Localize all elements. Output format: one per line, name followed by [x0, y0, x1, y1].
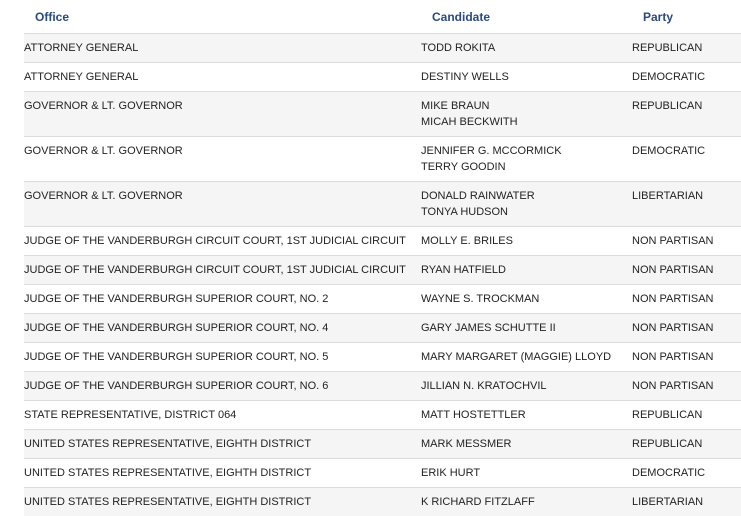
table-body [24, 34, 741, 516]
candidate-cell [421, 63, 632, 92]
party-text: NON PARTISAN [632, 235, 714, 247]
table-row [24, 227, 741, 256]
office-text: JUDGE OF THE VANDERBURGH SUPERIOR COURT, NO. 5 [24, 351, 328, 363]
candidates-table-container [24, 0, 708, 516]
office-cell [24, 314, 421, 343]
office-text: JUDGE OF THE VANDERBURGH CIRCUIT COURT, 1ST JUDICIAL CIRCUIT [24, 235, 406, 247]
office-cell [24, 372, 421, 401]
party-cell [632, 34, 741, 63]
candidate-cell [421, 488, 632, 516]
party-text: NON PARTISAN [632, 380, 714, 392]
party-cell [632, 137, 741, 182]
office-text: GOVERNOR & LT. GOVERNOR [24, 145, 183, 157]
candidate-name: K RICHARD FITZLAFF [421, 494, 632, 510]
party-cell [632, 256, 741, 285]
table-row [24, 137, 741, 182]
table-row [24, 92, 741, 137]
party-text: REPUBLICAN [632, 409, 702, 421]
party-text: DEMOCRATIC [632, 145, 705, 157]
table-header-row [24, 0, 741, 34]
header-party[interactable]: Party [632, 0, 741, 34]
candidate-cell [421, 285, 632, 314]
header-candidate[interactable]: Candidate [421, 0, 632, 34]
candidate-name: RYAN HATFIELD [421, 262, 632, 278]
candidate-cell [421, 34, 632, 63]
office-cell [24, 256, 421, 285]
candidate-cell [421, 227, 632, 256]
office-cell [24, 401, 421, 430]
table-row [24, 314, 741, 343]
party-text: DEMOCRATIC [632, 467, 705, 479]
running-mate-name: TERRY GOODIN [421, 159, 632, 175]
party-cell [632, 401, 741, 430]
party-text: NON PARTISAN [632, 351, 714, 363]
office-text: JUDGE OF THE VANDERBURGH SUPERIOR COURT, NO. 2 [24, 293, 328, 305]
running-mate-name: TONYA HUDSON [421, 204, 632, 220]
party-cell [632, 285, 741, 314]
office-text: ATTORNEY GENERAL [24, 42, 138, 54]
candidate-name: JILLIAN N. KRATOCHVIL [421, 378, 632, 394]
office-cell [24, 430, 421, 459]
office-cell [24, 343, 421, 372]
office-text: UNITED STATES REPRESENTATIVE, EIGHTH DISTRICT [24, 496, 311, 508]
office-cell [24, 182, 421, 227]
table-row [24, 488, 741, 516]
party-text: REPUBLICAN [632, 42, 702, 54]
party-cell [632, 92, 741, 137]
candidate-cell [421, 372, 632, 401]
party-cell [632, 459, 741, 488]
table-row [24, 372, 741, 401]
party-cell [632, 314, 741, 343]
candidate-name: JENNIFER G. MCCORMICK [421, 143, 632, 159]
party-text: NON PARTISAN [632, 293, 714, 305]
office-cell [24, 137, 421, 182]
office-text: GOVERNOR & LT. GOVERNOR [24, 190, 183, 202]
office-cell [24, 285, 421, 314]
party-cell [632, 488, 741, 516]
candidate-cell [421, 92, 632, 137]
party-text: REPUBLICAN [632, 438, 702, 450]
party-cell [632, 430, 741, 459]
party-text: REPUBLICAN [632, 100, 702, 112]
candidate-cell [421, 256, 632, 285]
candidate-name: DONALD RAINWATER [421, 188, 632, 204]
candidate-name: DESTINY WELLS [421, 69, 632, 85]
candidate-name: MARY MARGARET (MAGGIE) LLOYD [421, 349, 632, 365]
candidate-name: GARY JAMES SCHUTTE II [421, 320, 632, 336]
party-text: DEMOCRATIC [632, 71, 705, 83]
party-text: NON PARTISAN [632, 264, 714, 276]
table-row [24, 182, 741, 227]
office-text: JUDGE OF THE VANDERBURGH SUPERIOR COURT, NO. 6 [24, 380, 328, 392]
party-text: LIBERTARIAN [632, 496, 703, 508]
party-text: NON PARTISAN [632, 322, 714, 334]
candidate-cell [421, 182, 632, 227]
candidates-table [24, 0, 741, 516]
office-text: UNITED STATES REPRESENTATIVE, EIGHTH DISTRICT [24, 467, 311, 479]
table-row [24, 285, 741, 314]
table-row [24, 343, 741, 372]
office-text: JUDGE OF THE VANDERBURGH SUPERIOR COURT, NO. 4 [24, 322, 328, 334]
candidate-name: WAYNE S. TROCKMAN [421, 291, 632, 307]
office-text: STATE REPRESENTATIVE, DISTRICT 064 [24, 409, 236, 421]
table-row [24, 401, 741, 430]
candidate-cell [421, 343, 632, 372]
candidate-cell [421, 430, 632, 459]
party-text: LIBERTARIAN [632, 190, 703, 202]
candidate-name: ERIK HURT [421, 465, 632, 481]
running-mate-name: MICAH BECKWITH [421, 114, 632, 130]
candidate-cell [421, 401, 632, 430]
office-text: ATTORNEY GENERAL [24, 71, 138, 83]
office-cell [24, 227, 421, 256]
table-row [24, 63, 741, 92]
office-text: JUDGE OF THE VANDERBURGH CIRCUIT COURT, 1ST JUDICIAL CIRCUIT [24, 264, 406, 276]
office-cell [24, 488, 421, 516]
office-cell [24, 63, 421, 92]
candidate-name: MIKE BRAUN [421, 98, 632, 114]
candidate-name: MARK MESSMER [421, 436, 632, 452]
candidate-name: MOLLY E. BRILES [421, 233, 632, 249]
party-cell [632, 343, 741, 372]
table-row [24, 256, 741, 285]
party-cell [632, 372, 741, 401]
office-text: GOVERNOR & LT. GOVERNOR [24, 100, 183, 112]
table-row [24, 459, 741, 488]
header-office[interactable]: Office [24, 0, 421, 34]
party-cell [632, 227, 741, 256]
candidate-cell [421, 137, 632, 182]
party-cell [632, 182, 741, 227]
party-cell [632, 63, 741, 92]
candidate-cell [421, 314, 632, 343]
table-row [24, 34, 741, 63]
table-row [24, 430, 741, 459]
candidate-cell [421, 459, 632, 488]
office-cell [24, 92, 421, 137]
office-cell [24, 459, 421, 488]
office-text: UNITED STATES REPRESENTATIVE, EIGHTH DISTRICT [24, 438, 311, 450]
office-cell [24, 34, 421, 63]
candidate-name: MATT HOSTETTLER [421, 407, 632, 423]
candidate-name: TODD ROKITA [421, 40, 632, 56]
